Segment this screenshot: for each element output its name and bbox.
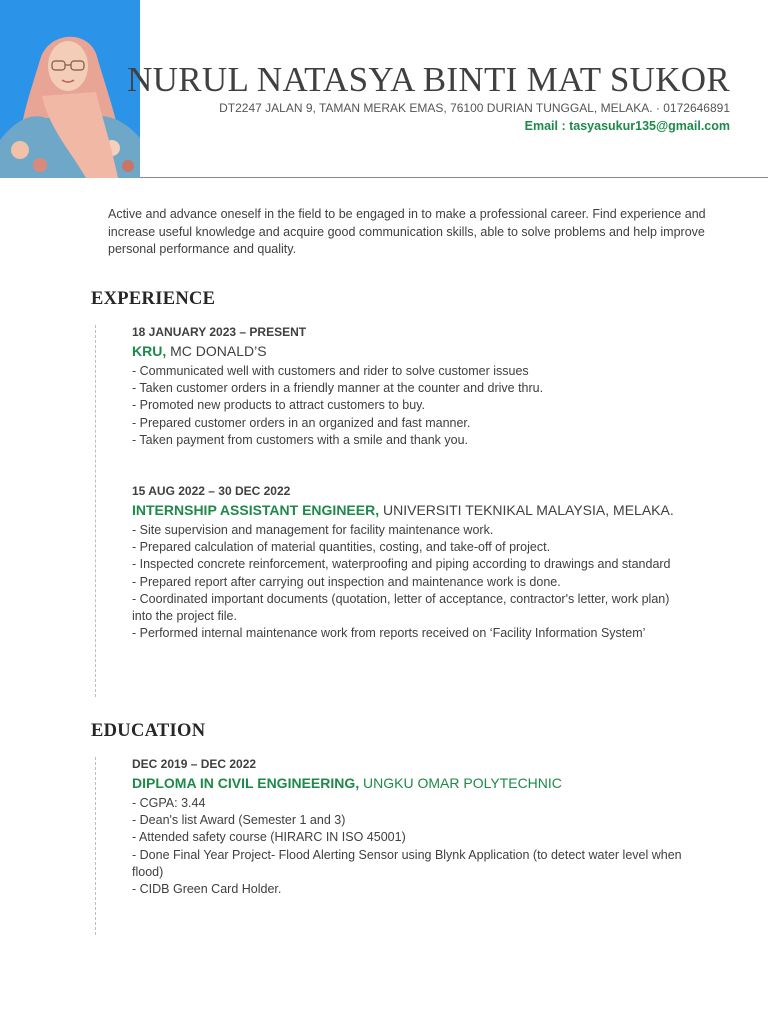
- duty-list: [132, 522, 692, 642]
- education-entry: [132, 757, 692, 898]
- list-item: - Inspected concrete reinforcement, waterproofing and piping according to drawings and standard: [132, 557, 671, 572]
- career-objective: Active and advance oneself in the field to be engaged in to make a professional career. Find experience and increase useful knowledge and acquire good communication skills, able to solve problems and help improve personal performance and quality.: [108, 207, 706, 256]
- header-divider: [140, 177, 768, 178]
- list-item: - Done Final Year Project- Flood Alerting Sensor using Blynk Application (to detect water level when flood): [132, 847, 682, 879]
- job-role: KRU,: [132, 343, 167, 359]
- profile-photo-illustration: [0, 0, 140, 178]
- entry-date: 15 AUG 2022 – 30 DEC 2022: [132, 484, 291, 498]
- list-item: - Dean's list Award (Semester 1 and 3): [132, 813, 346, 828]
- list-item: - Prepared customer orders in an organized and fast manner.: [132, 415, 471, 430]
- list-item: - Promoted new products to attract customers to buy.: [132, 398, 425, 413]
- list-item: - Site supervision and management for facility maintenance work.: [132, 523, 494, 537]
- experience-heading: EXPERIENCE: [91, 289, 216, 309]
- duty-list: [132, 363, 692, 449]
- employer: MC DONALD’S: [166, 343, 267, 359]
- education-timeline-line: [95, 757, 96, 935]
- job-role: INTERNSHIP ASSISTANT ENGINEER,: [132, 502, 380, 518]
- qualification: DIPLOMA IN CIVIL ENGINEERING,: [132, 775, 360, 791]
- contact-email[interactable]: Email : tasyasukur135@gmail.com: [524, 119, 730, 133]
- entry-title: [132, 343, 692, 359]
- list-item: - Performed internal maintenance work from reports received on ‘Facility Information System’: [132, 626, 646, 641]
- list-item: - Prepared report after carrying out inspection and maintenance work is done.: [132, 574, 561, 589]
- institution: UNGKU OMAR POLYTECHNIC: [359, 775, 562, 791]
- experience-entry: [132, 325, 692, 449]
- entry-title: [132, 775, 692, 791]
- list-item: - CIDB Green Card Holder.: [132, 882, 282, 897]
- employer: UNIVERSITI TEKNIKAL MALAYSIA, MELAKA.: [379, 502, 674, 518]
- experience-timeline-line: [95, 325, 96, 697]
- entry-date: 18 JANUARY 2023 – PRESENT: [132, 325, 307, 339]
- list-item: - Coordinated important documents (quotation, letter of acceptance, contractor's letter, work plan) into the project file.: [132, 591, 670, 624]
- list-item: - Communicated well with customers and rider to solve customer issues: [132, 364, 529, 378]
- contact-address: DT2247 JALAN 9, TAMAN MERAK EMAS, 76100 DURIAN TUNGGAL, MELAKA. · 0172646891: [219, 101, 730, 115]
- list-item: - Taken payment from customers with a smile and thank you.: [132, 432, 469, 447]
- list-item: - CGPA: 3.44: [132, 796, 206, 810]
- profile-photo: [0, 0, 140, 178]
- achievement-list: [132, 795, 692, 898]
- education-heading: EDUCATION: [91, 721, 206, 741]
- list-item: - Taken customer orders in a friendly manner at the counter and drive thru.: [132, 381, 544, 396]
- list-item: - Attended safety course (HIRARC IN ISO 45001): [132, 830, 406, 845]
- experience-entry: [132, 484, 692, 642]
- candidate-name: NURUL NATASYA BINTI MAT SUKOR: [127, 60, 730, 99]
- entry-date: DEC 2019 – DEC 2022: [132, 757, 257, 771]
- list-item: - Prepared calculation of material quantities, costing, and take-off of project.: [132, 540, 551, 555]
- entry-title: [132, 502, 692, 518]
